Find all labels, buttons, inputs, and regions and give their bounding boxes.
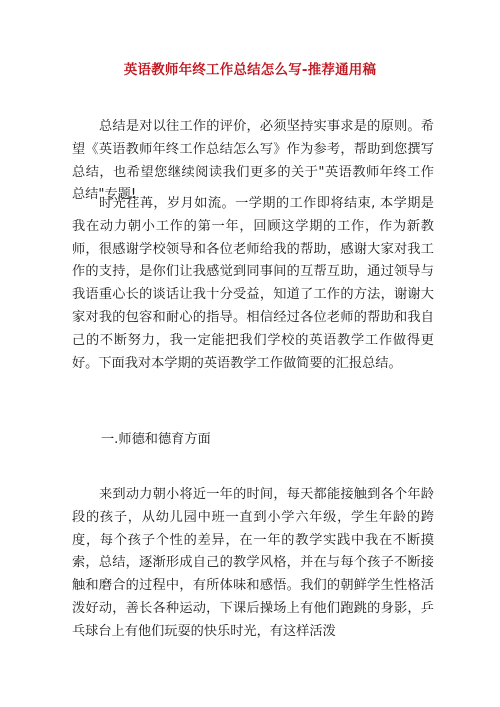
opening-paragraph: 时光荏苒，岁月如流。一学期的工作即将结束, 本学期是我在动力朝小工作的第一年，回顾这学期的工作，作为新教师，很感谢学校领导和各位老师给我的帮助，感谢大家对我工作的支持，是你们让我感觉到同事间的互帮互助，通过领导与我语重心长的谈话让我十分受益，知道了工作的方法，谢谢大家对我的包容和耐心的指导。相信经过各位老师的帮助和我自己的不断努力，我一定能把我们学校的英语教学工作做得更好。下面我对本学期的英语教学工作做简要的汇报总结。 xyxy=(72,196,434,371)
section-heading: 一.师德和德育方面 xyxy=(101,432,211,447)
section-body-paragraph: 来到动力朝小将近一年的时间，每天都能接触到各个年龄段的孩子，从幼儿园中班一直到小学六年级，学生年龄的跨度，每个孩子个性的差异，在一年的教学实践中我在不断摸索，总结，逐渐形成自己的教学风格，并在与每个孩子不断接触和磨合的过程中，有所体味和感悟。我们的朝鲜学生性格活泼好动，善长各种运动，下课后操场上有他们跑跳的身影，乒乓球台上有他们玩耍的快乐时光，有这样活泼 xyxy=(72,487,434,639)
intro-paragraph: 总结是对以往工作的评价，必须坚持实事求是的原则。希望《英语教师年终工作总结怎么写》作为参考，帮助到您撰写总结，也希望您继续阅读我们更多的关于"英语教师年终工作总结"专题! xyxy=(72,119,434,203)
document-title: 英语教师年终工作总结怎么写-推荐通用稿 xyxy=(123,62,377,78)
